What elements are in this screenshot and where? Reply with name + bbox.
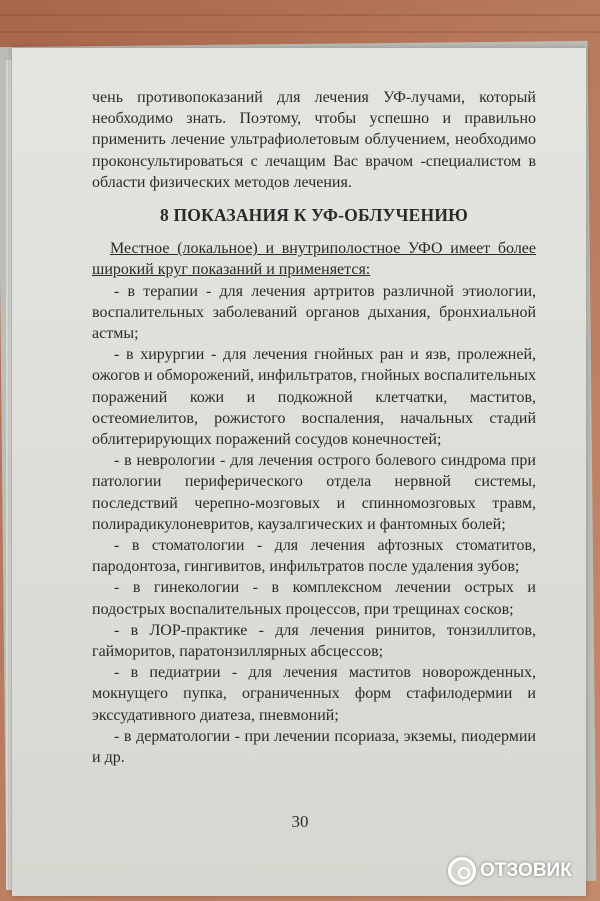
- indication-item: - в ЛОР-практике - для лечения ринитов, тонзиллитов, гайморитов, паратонзиллярных абсцессов;: [92, 621, 536, 661]
- section-intro: Местное (локальное) и внутриполостное УФО имеет более широкий круг показаний и применяется:: [92, 240, 536, 279]
- indication-item: - в гинекологии - в комплексном лечении острых и подострых воспалительных процессов, при трещинах сосков;: [92, 579, 536, 618]
- paragraph: чень противопоказаний для лечения УФ-лучами, который необходимо знать. Поэтому, чтобы успешно и правильно применить лечение ультрафиолетовым облучением, необходимо проконсультироваться с лечащим Вас врачом -специалистом в области физических методов лечения.: [92, 89, 536, 191]
- wood-grain: [0, 14, 600, 16]
- indication-item: - в педиатрии - для лечения маститов новорожденных, мокнущего пупка, ограниченных форм стафилодермии и экссудативного диатеза, пневмоний;: [92, 664, 536, 724]
- otzovik-logo-icon: [448, 857, 476, 885]
- page-number: 30: [291, 812, 309, 831]
- watermark-logo: [448, 854, 572, 888]
- indication-item: - в дерматологии - при лечении псориаза, экземы, пиодермии и др.: [92, 727, 536, 767]
- indication-item: - в хирургии - для лечения гнойных ран и язв, пролежней, ожогов и обморожений, инфильтратов, гнойных воспалительных поражений кожи и подкожной клетчатки, маститов, остеомиелитов, рожистого воспаления, начальных стадий облитерирующих поражений сосудов конечностей;: [92, 346, 536, 449]
- page-content: [92, 87, 536, 768]
- section-heading: 8 ПОКАЗАНИЯ К УФ-ОБЛУЧЕНИЮ: [159, 205, 469, 226]
- indication-item: - в неврологии - для лечения острого болевого синдрома при патологии периферического отдела нервной системы, последствий черепно-мозговых и спинномозговых травм, полирадикулоневритов, каузалгических и фантомных болей;: [92, 452, 536, 533]
- indication-item: - в терапии - для лечения артритов различной этиологии, воспалительных заболеваний органов дыхания, бронхиальной астмы;: [92, 282, 536, 343]
- wood-grain: [0, 31, 600, 33]
- indication-item: - в стоматологии - для лечения афтозных стоматитов, пародонтоза, гингивитов, инфильтратов после удаления зубов;: [92, 537, 536, 576]
- watermark-text: ОТЗОВИК: [480, 860, 572, 881]
